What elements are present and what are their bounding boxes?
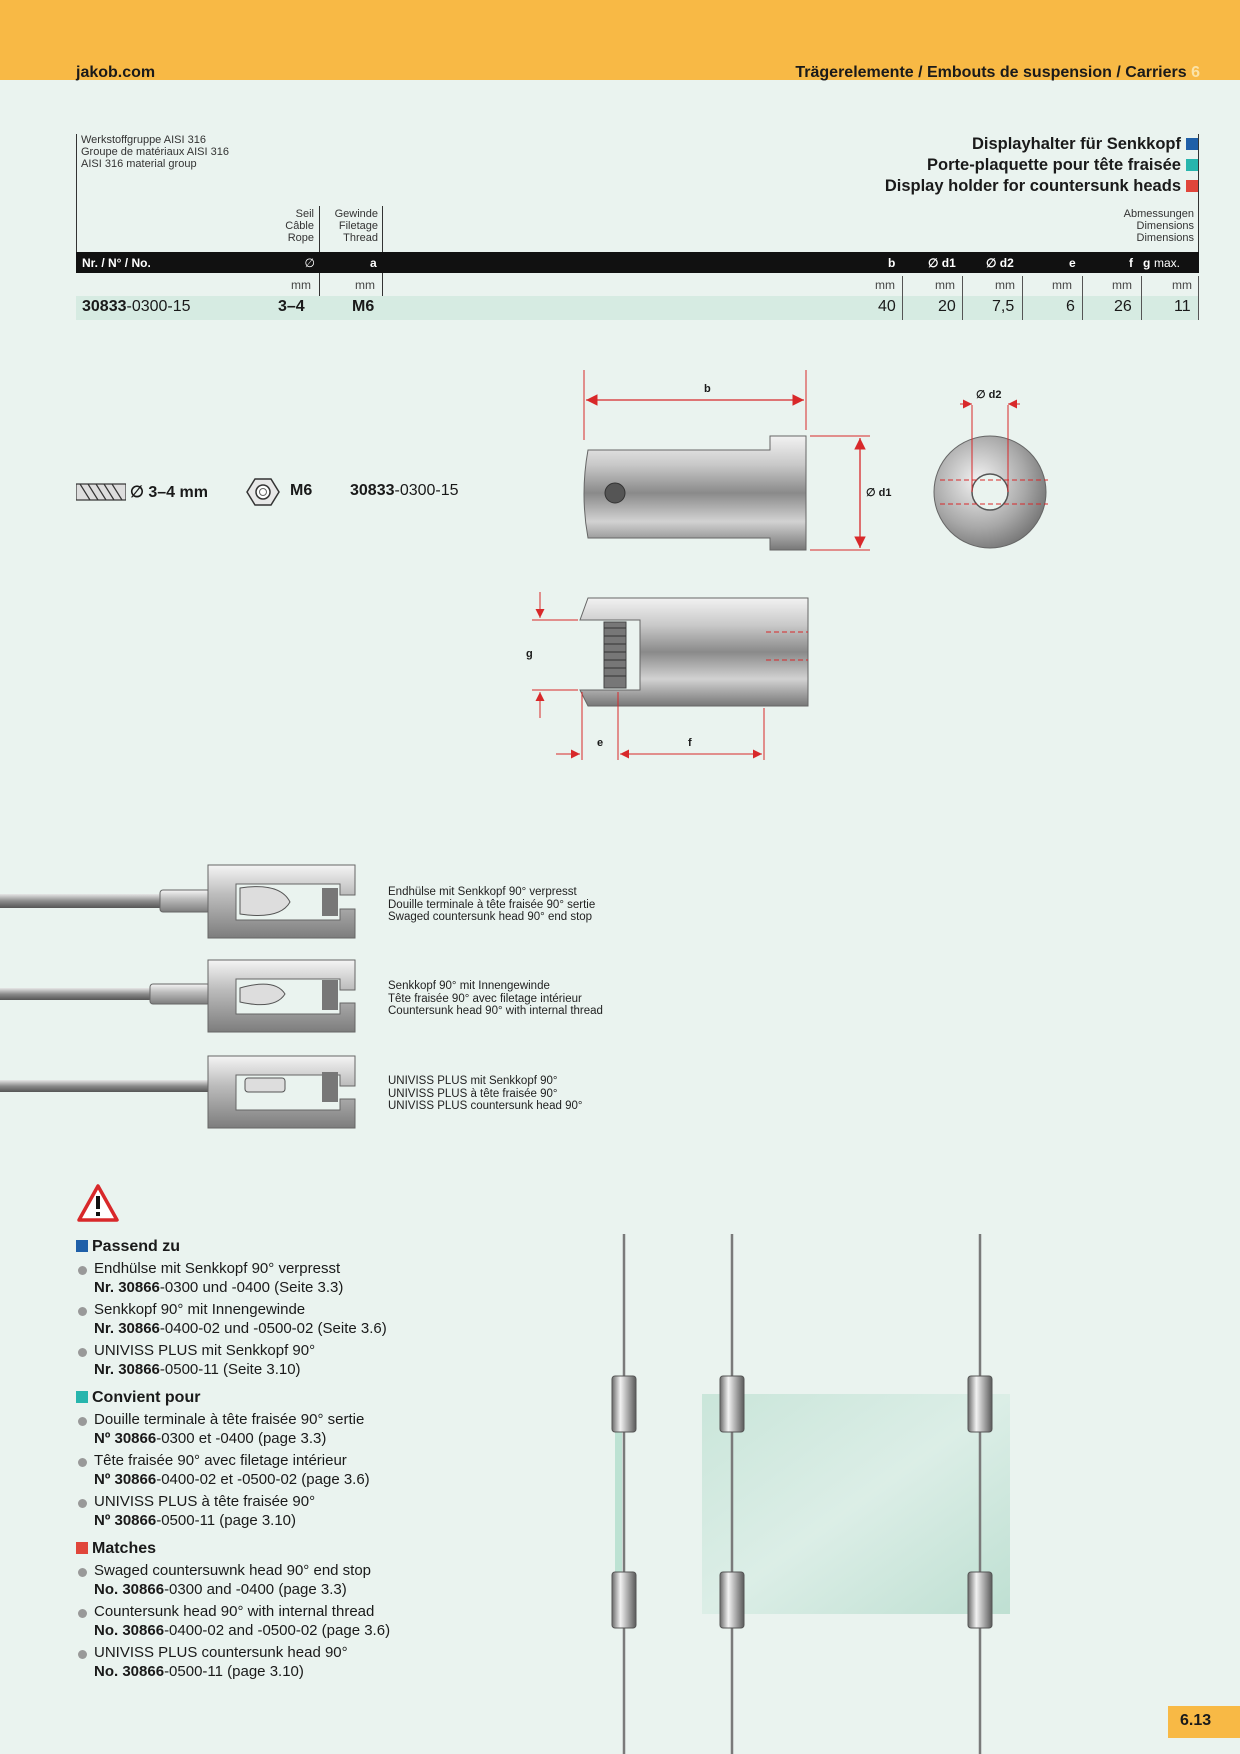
item-text: Senkkopf 90° mit Innengewinde bbox=[94, 1301, 306, 1318]
product-title-fr: Porte-plaquette pour tête fraisée bbox=[927, 156, 1181, 174]
item-text: Countersunk head 90° with internal thread bbox=[94, 1603, 375, 1620]
caption-1 bbox=[388, 886, 595, 924]
assembly-1 bbox=[0, 865, 355, 938]
row-thread: M6 bbox=[352, 298, 375, 315]
red-square-icon bbox=[1186, 180, 1198, 192]
list-item bbox=[76, 1492, 596, 1530]
caption-2-de: Senkkopf 90° mit Innengewinde bbox=[388, 980, 550, 992]
notes-en-list bbox=[76, 1561, 596, 1681]
item-num: 30866 bbox=[118, 1279, 160, 1296]
item-prefix: Nº bbox=[94, 1430, 115, 1447]
item-prefix: No. bbox=[94, 1622, 123, 1639]
material-en: AISI 316 material group bbox=[81, 158, 197, 170]
item-text: Swaged countersuwnk head 90° end stop bbox=[94, 1562, 372, 1579]
label-e: e bbox=[597, 737, 604, 749]
caption-1-fr: Douille terminale à tête fraisée 90° sertie bbox=[388, 898, 596, 911]
unit-e: mm bbox=[1052, 278, 1072, 292]
summary-part-bold: 30833 bbox=[350, 482, 395, 499]
row-f: 26 bbox=[1114, 298, 1132, 315]
material-de: Werkstoffgruppe AISI 316 bbox=[81, 134, 206, 146]
label-d1: ∅ d1 bbox=[866, 487, 892, 499]
item-text: UNIVISS PLUS countersunk head 90° bbox=[94, 1644, 348, 1661]
notes-de-heading bbox=[76, 1238, 596, 1256]
divider-d2 bbox=[1022, 276, 1023, 320]
unit-f: mm bbox=[1112, 278, 1132, 292]
row-d1: 20 bbox=[938, 298, 956, 315]
list-item bbox=[76, 1602, 596, 1640]
item-rest: -0500-11 (page 3.10) bbox=[164, 1663, 304, 1680]
col-rope-de: Seil bbox=[295, 208, 314, 220]
warning-icon bbox=[76, 1183, 120, 1223]
item-rest: -0400-02 et -0500-02 (page 3.6) bbox=[156, 1471, 370, 1488]
divider-f bbox=[1141, 276, 1142, 320]
blue-bullet-icon bbox=[76, 1240, 88, 1252]
item-prefix: Nº bbox=[94, 1471, 115, 1488]
assembly-2 bbox=[0, 960, 355, 1032]
label-f: f bbox=[688, 737, 692, 749]
header-right-border bbox=[1198, 134, 1199, 252]
row-b: 40 bbox=[878, 298, 896, 315]
assembly-illustrations bbox=[0, 860, 400, 1140]
blue-square-icon bbox=[1186, 138, 1198, 150]
item-rest: -0300 und -0400 (Seite 3.3) bbox=[159, 1279, 344, 1296]
divider-g bbox=[1198, 276, 1199, 320]
product-title-de: Displayhalter für Senkkopf bbox=[971, 135, 1181, 153]
unit-thread: mm bbox=[355, 278, 375, 292]
item-num: 30866 bbox=[122, 1581, 165, 1598]
summary-part-rest: -0300-15 bbox=[394, 482, 459, 499]
caption-3-en: UNIVISS PLUS countersunk head 90° bbox=[388, 1100, 583, 1112]
table-row bbox=[76, 296, 1199, 320]
section-title bbox=[795, 64, 1200, 82]
item-prefix: Nº bbox=[94, 1512, 115, 1529]
item-ref[interactable] bbox=[94, 1360, 596, 1379]
item-text: Tête fraisée 90° avec filetage intérieur bbox=[94, 1452, 347, 1469]
divider-d1 bbox=[962, 276, 963, 320]
item-prefix: Nr. bbox=[94, 1320, 119, 1337]
teal-bullet-icon bbox=[76, 1391, 88, 1403]
th-e: e bbox=[1069, 256, 1076, 270]
label-d2: ∅ d2 bbox=[976, 389, 1002, 401]
notes-fr-heading bbox=[76, 1389, 596, 1407]
page-number: 6.13 bbox=[1168, 1706, 1240, 1738]
row-part-number bbox=[82, 298, 191, 316]
item-num: 30866 bbox=[118, 1320, 160, 1337]
item-num: 30866 bbox=[122, 1622, 165, 1639]
th-f: f bbox=[1129, 256, 1133, 270]
th-g: g bbox=[1143, 256, 1151, 270]
th-a: a bbox=[370, 256, 377, 270]
col-thread-de: Gewinde bbox=[334, 208, 378, 220]
unit-d1: mm bbox=[935, 278, 955, 292]
col-dim-de: Abmessungen bbox=[1123, 208, 1194, 220]
col-dim-en: Dimensions bbox=[1136, 232, 1194, 244]
caption-2 bbox=[388, 980, 603, 1018]
item-text: Endhülse mit Senkkopf 90° verpresst bbox=[94, 1260, 341, 1277]
product-title bbox=[885, 134, 1198, 197]
item-prefix: No. bbox=[94, 1581, 123, 1598]
list-item bbox=[76, 1341, 596, 1379]
item-ref[interactable] bbox=[94, 1662, 596, 1681]
row-rope: 3–4 bbox=[278, 298, 305, 315]
row-g: 11 bbox=[1174, 298, 1191, 315]
side-view bbox=[584, 370, 870, 550]
unit-b: mm bbox=[875, 278, 895, 292]
col-rope-en: Rope bbox=[287, 232, 314, 244]
item-text: UNIVISS PLUS à tête fraisée 90° bbox=[94, 1493, 316, 1510]
item-prefix: Nr. bbox=[94, 1361, 119, 1378]
col-rope-heading bbox=[262, 208, 314, 244]
item-ref[interactable] bbox=[94, 1319, 596, 1338]
item-num: 30866 bbox=[118, 1361, 160, 1378]
col-dimensions-heading bbox=[1090, 208, 1194, 244]
th-d2: ∅ d2 bbox=[986, 256, 1014, 270]
glass-panel bbox=[702, 1394, 1010, 1614]
teal-square-icon bbox=[1186, 159, 1198, 171]
item-text: UNIVISS PLUS mit Senkkopf 90° bbox=[94, 1342, 316, 1359]
section-title-text: Trägerelemente / Embouts de suspension / Carriers bbox=[795, 64, 1187, 81]
label-b: b bbox=[704, 383, 711, 395]
item-rest: -0400-02 und -0500-02 (Seite 3.6) bbox=[159, 1320, 387, 1337]
material-fr: Groupe de matériaux AISI 316 bbox=[81, 146, 229, 158]
item-ref[interactable] bbox=[94, 1470, 596, 1489]
item-ref[interactable] bbox=[94, 1580, 596, 1599]
caption-1-de: Endhülse mit Senkkopf 90° verpresst bbox=[388, 886, 577, 898]
list-item bbox=[76, 1300, 596, 1338]
label-g: g bbox=[526, 648, 533, 660]
list-item bbox=[76, 1643, 596, 1681]
technical-drawing bbox=[0, 370, 1240, 770]
material-group bbox=[76, 134, 229, 252]
caption-3 bbox=[388, 1075, 582, 1113]
item-rest: -0500-11 (page 3.10) bbox=[156, 1512, 297, 1529]
caption-1-en: Swaged countersunk head 90° end stop bbox=[388, 911, 593, 923]
table-header-bar bbox=[76, 252, 1199, 273]
item-ref[interactable] bbox=[94, 1511, 596, 1530]
summary-thread: M6 bbox=[290, 482, 313, 499]
col-thread-fr: Filetage bbox=[338, 220, 378, 232]
th-d1: ∅ d1 bbox=[928, 256, 956, 270]
item-rest: -0300 et -0400 (page 3.3) bbox=[156, 1430, 327, 1447]
notes-fr-title: Convient pour bbox=[92, 1389, 201, 1406]
th-b: b bbox=[888, 256, 896, 270]
notes-en-title: Matches bbox=[92, 1540, 157, 1557]
col-dim-fr: Dimensions bbox=[1136, 220, 1194, 232]
row-e: 6 bbox=[1066, 298, 1075, 315]
top-view bbox=[532, 592, 808, 760]
item-ref[interactable] bbox=[94, 1278, 596, 1297]
item-rest: -0500-11 (Seite 3.10) bbox=[159, 1361, 301, 1378]
item-num: 30866 bbox=[114, 1512, 157, 1529]
item-ref[interactable] bbox=[94, 1429, 596, 1448]
front-view bbox=[934, 404, 1048, 548]
unit-d2: mm bbox=[995, 278, 1015, 292]
col-rope-fr: Câble bbox=[285, 220, 314, 232]
notes-de-title: Passend zu bbox=[92, 1238, 181, 1255]
red-bullet-icon bbox=[76, 1542, 88, 1554]
list-item bbox=[76, 1561, 596, 1599]
item-num: 30866 bbox=[114, 1471, 157, 1488]
installation-illustration bbox=[600, 1234, 1040, 1754]
col-thread-en: Thread bbox=[343, 232, 378, 244]
product-title-en: Display holder for countersunk heads bbox=[884, 177, 1181, 195]
caption-2-fr: Tête fraisée 90° avec filetage intérieur bbox=[388, 992, 582, 1005]
section-number: 6 bbox=[1191, 64, 1200, 81]
item-num: 30866 bbox=[122, 1663, 165, 1680]
notes-de-list bbox=[76, 1259, 596, 1379]
unit-g: mm bbox=[1172, 278, 1192, 292]
divider-b bbox=[902, 276, 903, 320]
assembly-3 bbox=[0, 1056, 355, 1128]
item-prefix: Nr. bbox=[94, 1279, 119, 1296]
list-item bbox=[76, 1451, 596, 1489]
item-num: 30866 bbox=[114, 1430, 157, 1447]
item-prefix: No. bbox=[94, 1663, 123, 1680]
unit-rope: mm bbox=[291, 278, 311, 292]
th-g-max: max. bbox=[1154, 256, 1181, 270]
item-ref[interactable] bbox=[94, 1621, 596, 1640]
compatibility-notes bbox=[76, 1238, 596, 1684]
list-item bbox=[76, 1410, 596, 1448]
caption-3-fr: UNIVISS PLUS à tête fraisée 90° bbox=[388, 1087, 558, 1100]
row-part-bold: 30833 bbox=[82, 298, 127, 315]
caption-2-en: Countersunk head 90° with internal thread bbox=[388, 1005, 603, 1017]
divider-e bbox=[1082, 276, 1083, 320]
caption-3-de: UNIVISS PLUS mit Senkkopf 90° bbox=[388, 1075, 558, 1087]
site-name[interactable]: jakob.com bbox=[76, 64, 156, 81]
item-text: Douille terminale à tête fraisée 90° sertie bbox=[94, 1411, 365, 1428]
item-rest: -0300 and -0400 (page 3.3) bbox=[164, 1581, 347, 1598]
col-thread-heading bbox=[318, 208, 378, 244]
notes-en-heading bbox=[76, 1540, 596, 1558]
list-item bbox=[76, 1259, 596, 1297]
summary-rope: ∅ 3–4 mm bbox=[130, 484, 208, 501]
th-part-number: Nr. / N° / No. bbox=[82, 256, 151, 270]
row-part-rest: -0300-15 bbox=[126, 298, 191, 315]
item-rest: -0400-02 and -0500-02 (page 3.6) bbox=[164, 1622, 391, 1639]
row-d2: 7,5 bbox=[992, 298, 1015, 315]
th-rope: ∅ bbox=[304, 256, 315, 270]
notes-fr-list bbox=[76, 1410, 596, 1530]
